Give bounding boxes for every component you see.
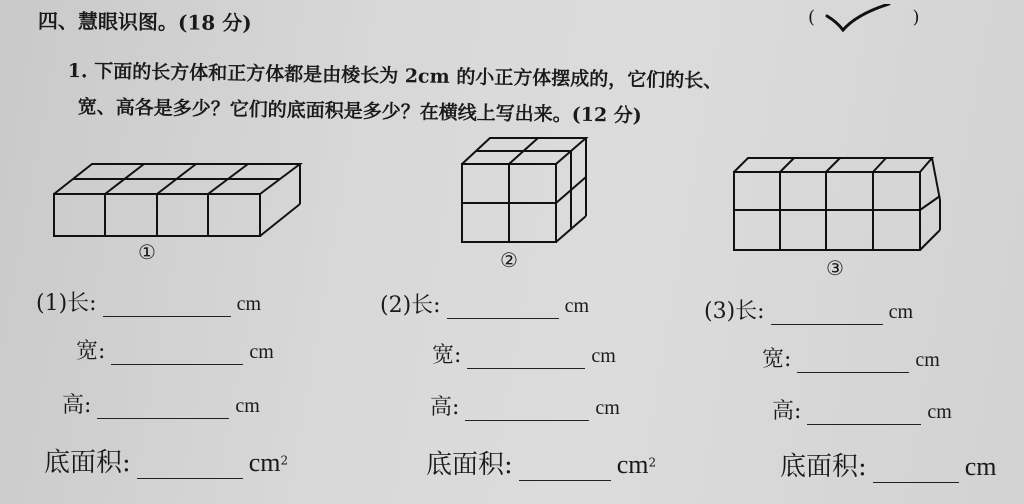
answer-3-height-row [772,394,952,425]
grade-paren-right: ) [912,7,920,28]
answer-2-width-unit: cm [591,345,616,367]
answer-1-length-row [36,286,261,317]
figure-2-cube [458,134,594,246]
answer-3-width-blank[interactable] [797,371,909,373]
answer-2-height-label: 高: [430,395,460,420]
answer-3-area-blank[interactable] [873,481,959,483]
answer-2-length-blank[interactable] [447,317,559,319]
answer-1-width-unit: cm [249,341,274,363]
answer-1-prefix: (1) [36,291,68,316]
answer-1-area-blank[interactable] [137,477,243,479]
answer-2-area-unit-exponent: 2 [648,455,657,470]
answer-1-height-unit: cm [235,395,260,417]
answer-3-length-row [704,294,913,325]
answer-3-area-row [780,446,1024,483]
answer-2-area-label: 底面积: [426,450,513,480]
answer-1-width-label: 宽: [76,339,106,364]
answer-1-length-blank[interactable] [103,315,231,317]
answer-3-length-label: 长: [735,299,765,324]
answer-3-length-unit: cm [888,301,914,323]
question-line-1: 1. 下面的长方体和正方体都是由棱长为 2cm 的小正方体摆成的，它们的长、 [67,59,723,93]
answer-1-area-unit: cm [248,448,281,477]
answer-2-height-row [430,390,620,421]
figure-2-label: ② [500,248,518,272]
figure-3-label: ③ [826,256,844,280]
answer-3-area-label: 底面积: [780,452,867,482]
answer-2-area-unit: cm [616,450,649,479]
answer-1-area-label: 底面积: [44,448,131,478]
grade-mark [808,4,920,32]
answer-2-height-unit: cm [595,397,620,419]
answer-1-height-label: 高: [62,393,92,418]
section-title: 四、慧眼识图。(18 分) [37,8,252,36]
answer-1-height-row [62,388,260,419]
answer-2-width-label: 宽: [432,343,462,368]
answer-3-width-label: 宽: [762,347,792,372]
answer-3-height-unit: cm [927,401,952,423]
answer-1-area-row [44,442,288,479]
answer-3-prefix: (3) [704,299,736,324]
grade-paren-left: ( [808,7,816,28]
figure-3-cuboid [728,154,944,254]
answer-1-area-unit-exponent: 2 [280,453,289,468]
answer-3-width-unit: cm [915,349,940,371]
answer-1-width-blank[interactable] [111,363,243,365]
answer-2-area-blank[interactable] [519,479,611,481]
checkmark-icon [821,4,893,32]
answer-2-width-blank[interactable] [467,367,585,369]
answer-2-prefix: (2) [380,293,412,318]
answer-2-length-unit: cm [564,295,590,317]
answer-1-length-unit: cm [236,293,262,315]
answer-3-height-label: 高: [772,399,802,424]
answer-3-length-blank[interactable] [771,323,883,325]
answer-2-width-row [432,338,616,369]
question-line-2: 宽、高各是多少？它们的底面积是多少？在横线上写出来。(12 分) [77,95,642,127]
answer-3-width-row [762,342,940,373]
answer-1-height-blank[interactable] [97,417,229,419]
answer-2-length-label: 长: [411,293,441,318]
answer-1-length-label: 长: [67,291,97,316]
figure-1-label: ① [138,240,156,264]
answer-3-area-unit: cm [964,452,997,481]
answer-3-height-blank[interactable] [807,423,921,425]
answer-2-height-blank[interactable] [465,419,589,421]
figure-1-cuboid [50,158,310,240]
answer-1-width-row [76,334,274,365]
answer-2-area-row [426,444,656,481]
answer-2-length-row [380,288,589,319]
